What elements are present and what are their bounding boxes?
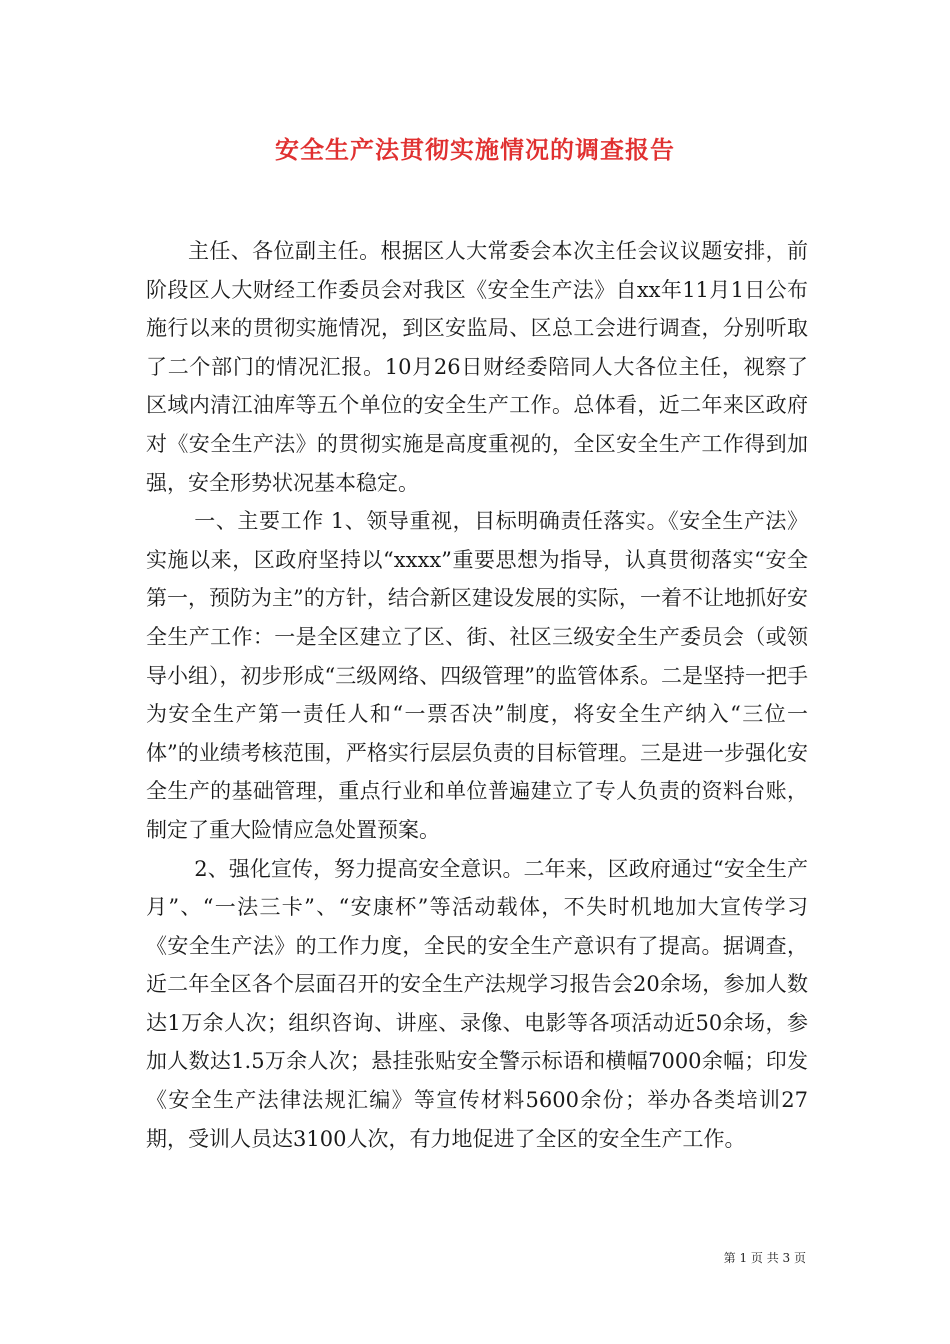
document-body	[146, 232, 808, 1158]
paragraph-main-work: 一、主要工作 1、领导重视，目标明确责任落实。《安全生产法》实施以来，区政府坚持以“xxxx”重要思想为指导，认真贯彻落实“安全第一，预防为主”的方针，结合新区建设发展的实际，一着不让地抓好安全生产工作：一是全区建立了区、街、社区三级安全生产委员会（或领导小组），初步形成“三级网络、四级管理”的监管体系。二是坚持一把手为安全生产第一责任人和“一票否决”制度，将安全生产纳入“三位一体”的业绩考核范围，严格实行层层负责的目标管理。三是进一步强化安全生产的基础管理，重点行业和单位普遍建立了专人负责的资料台账，制定了重大险情应急处置预案。	[146, 509, 808, 842]
document-title: 安全生产法贯彻实施情况的调查报告	[275, 135, 675, 164]
paragraph-publicity: 2、强化宣传，努力提高安全意识。二年来，区政府通过“安全生产月”、“一法三卡”、“安康杯”等活动载体，不失时机地加大宣传学习《安全生产法》的工作力度，全民的安全生产意识有了提高。据调查，近二年全区各个层面召开的安全生产法规学习报告会20余场，参加人数达1万余人次；组织咨询、讲座、录像、电影等各项活动近50余场，参加人数达1.5万余人次；悬挂张贴安全警示标语和横幅7000余幅；印发《安全生产法律法规汇编》等宣传材料5600余份；举办各类培训27期，受训人员达3100人次，有力地促进了全区的安全生产工作。	[146, 856, 808, 1151]
page-number: 第 1 页 共 3 页	[723, 1251, 806, 1265]
paragraph-intro: 主任、各位副主任。根据区人大常委会本次主任会议议题安排，前阶段区人大财经工作委员会对我区《安全生产法》自xx年11月1日公布施行以来的贯彻实施情况，到区安监局、区总工会进行调查，分别听取了二个部门的情况汇报。10月26日财经委陪同人大各位主任，视察了区域内清江油库等五个单位的安全生产工作。总体看，近二年来区政府对《安全生产法》的贯彻实施是高度重视的，全区安全生产工作得到加强，安全形势状况基本稳定。	[146, 239, 808, 495]
